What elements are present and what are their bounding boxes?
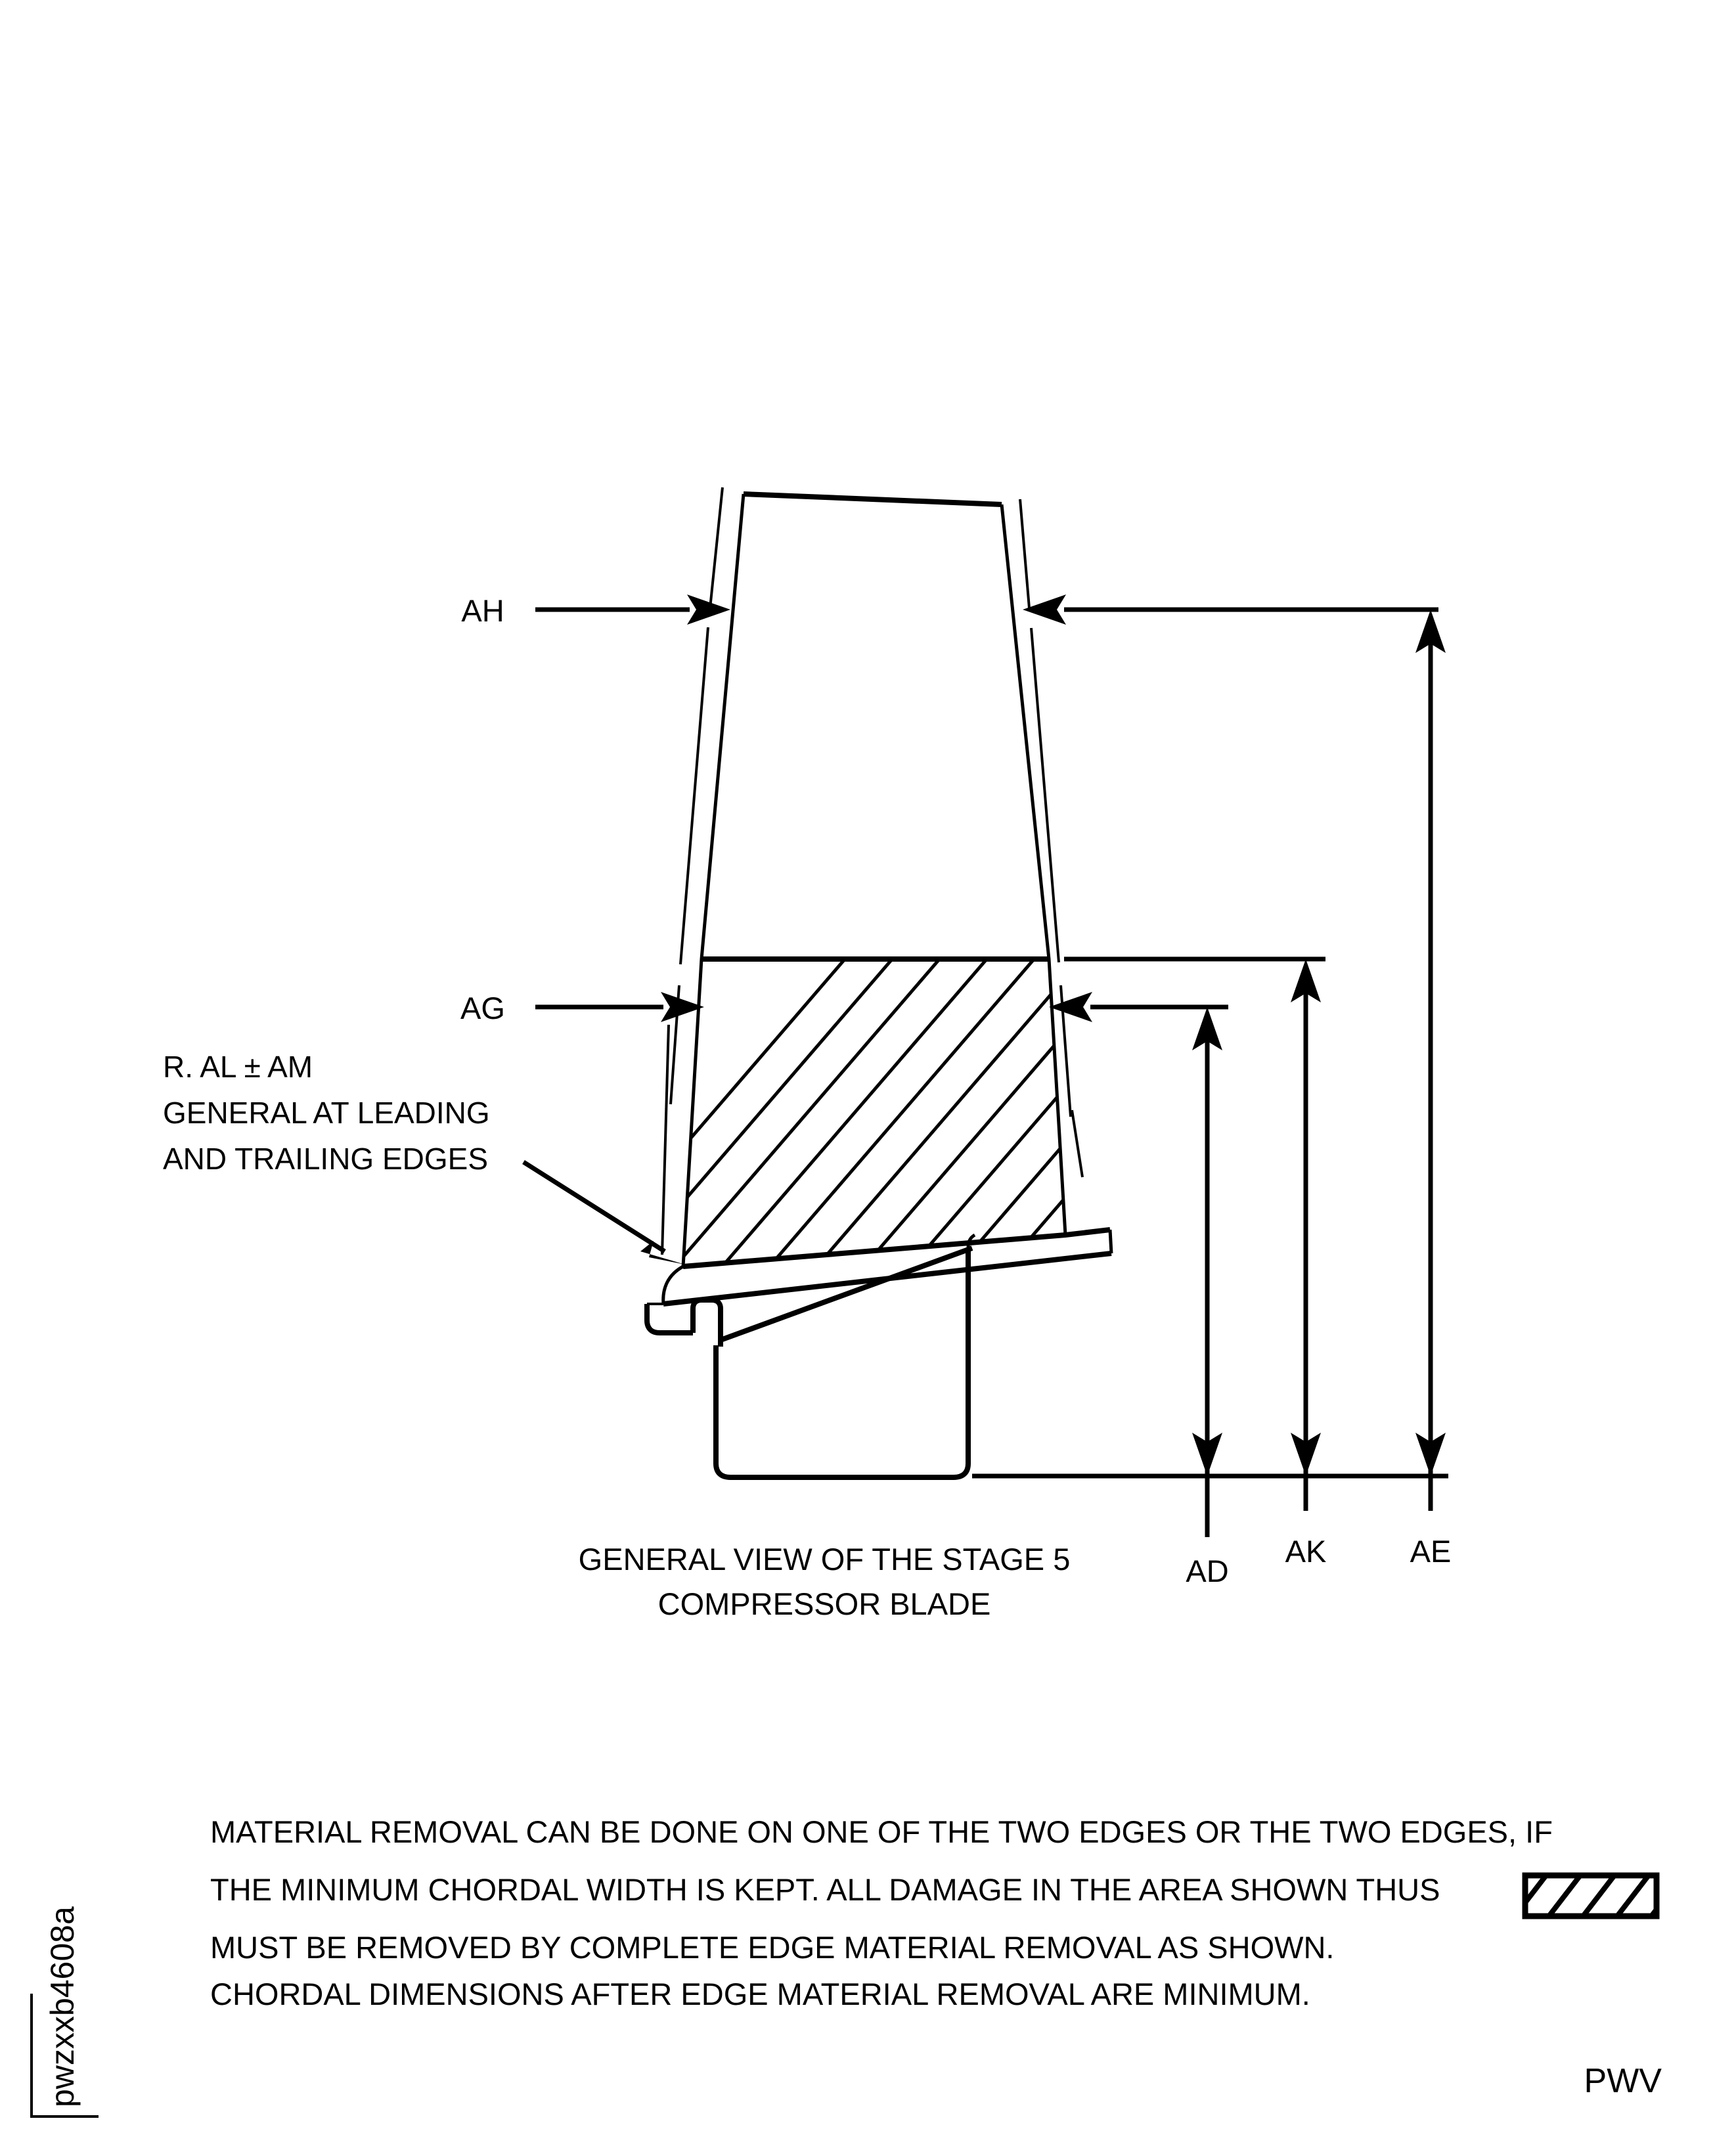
radius-note-line-3: AND TRAILING EDGES: [163, 1142, 489, 1176]
note-line-3: MUST BE REMOVED BY COMPLETE EDGE MATERIAL REMOVAL AS SHOWN.: [210, 1930, 1335, 1965]
platform-right-riser: [1110, 1230, 1111, 1253]
caption-line-2: COMPRESSOR BLADE: [657, 1586, 991, 1621]
AG-label: AG: [460, 991, 505, 1025]
AD-label: AD: [1186, 1554, 1229, 1588]
footer-right-label: PWV: [1584, 2062, 1662, 2100]
radius-note-line-2: GENERAL AT LEADING: [163, 1096, 490, 1130]
note-line-4: CHORDAL DIMENSIONS AFTER EDGE MATERIAL REMOVAL ARE MINIMUM.: [210, 1977, 1310, 2011]
caption-line-1: GENERAL VIEW OF THE STAGE 5: [578, 1542, 1071, 1577]
note-line-2: THE MINIMUM CHORDAL WIDTH IS KEPT. ALL DAMAGE IN THE AREA SHOWN THUS: [210, 1872, 1440, 1907]
AH-label: AH: [461, 593, 504, 628]
AK-label: AK: [1285, 1534, 1327, 1569]
note-line-1: MATERIAL REMOVAL CAN BE DONE ON ONE OF THE TWO EDGES OR THE TWO EDGES, IF: [210, 1814, 1553, 1849]
sheet-side-code: pwzxxb4608a: [44, 1906, 81, 2107]
AE-label: AE: [1410, 1534, 1452, 1569]
radius-note-line-1: R. AL ± AM: [163, 1050, 313, 1084]
